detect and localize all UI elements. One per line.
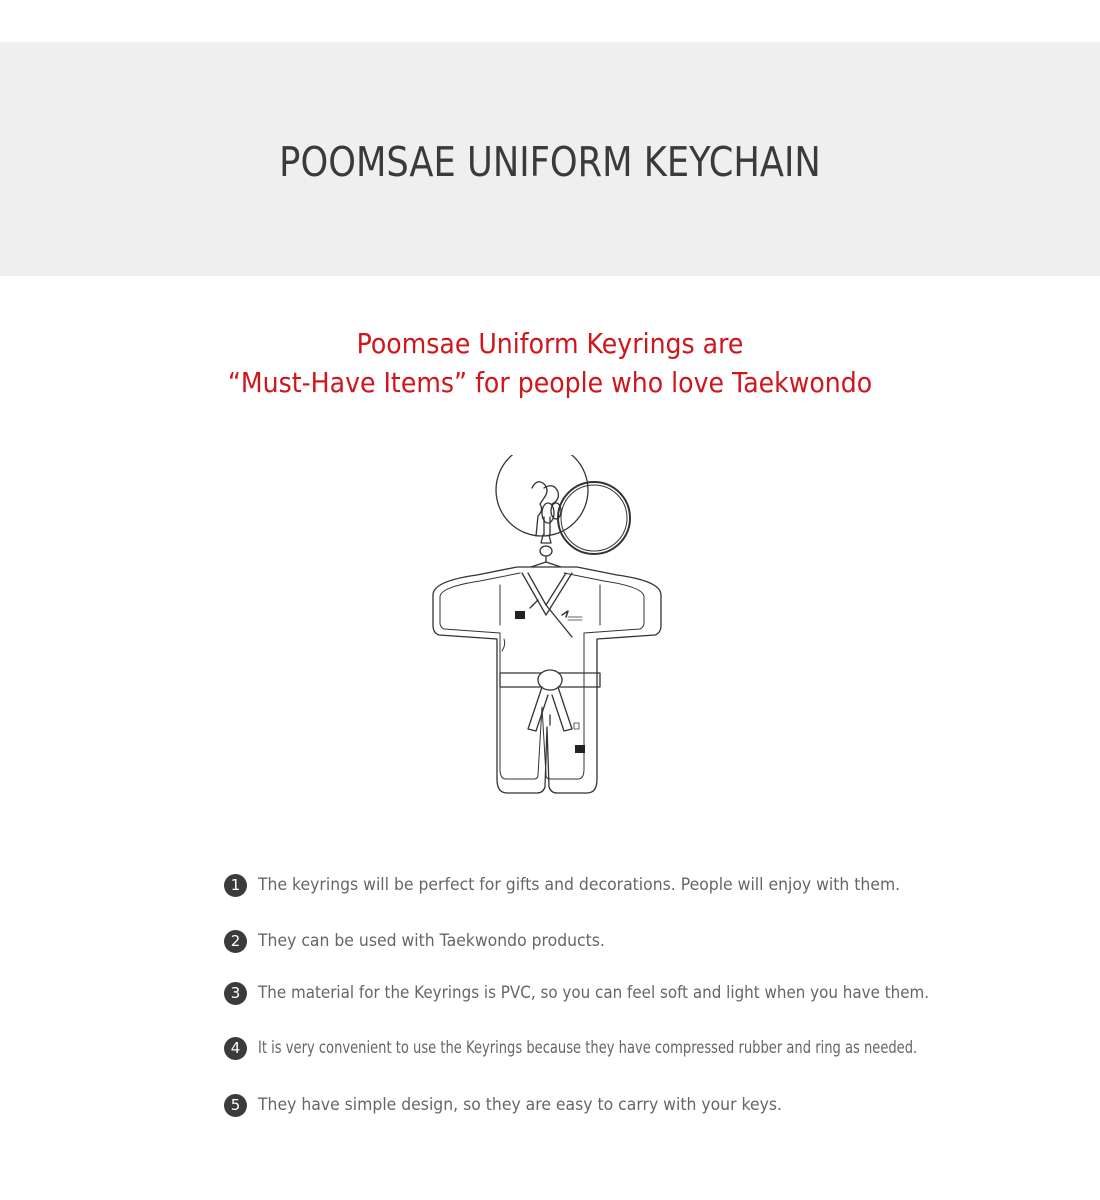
list-item (224, 926, 635, 956)
feature-text: It is very convenient to use the Keyrings because they have compressed rubber and ring as needed. (258, 1038, 918, 1058)
number-badge: 2 (224, 930, 247, 953)
page-title: POOMSAE UNIFORM KEYCHAIN (279, 138, 821, 186)
tagline-line-2: “Must-Have Items” for people who love Taekwondo (227, 366, 873, 399)
list-item (224, 1090, 828, 1120)
number-badge: 5 (224, 1094, 247, 1117)
feature-text: The keyrings will be perfect for gifts and decorations. People will enjoy with them. (258, 875, 901, 895)
suction-cup (496, 455, 588, 536)
list-item (224, 1033, 1100, 1063)
feature-text: The material for the Keyrings is PVC, so you can feel soft and light when you have them. (258, 983, 930, 1003)
number-badge: 4 (224, 1037, 247, 1060)
list-item (224, 978, 1012, 1008)
feature-text: They can be used with Taekwondo products. (258, 931, 605, 951)
tagline-line-1: Poomsae Uniform Keyrings are (356, 327, 744, 360)
feature-text: They have simple design, so they are easy to carry with your keys. (258, 1095, 782, 1115)
poomsae-uniform-keychain-icon (420, 455, 680, 835)
number-badge: 1 (224, 874, 247, 897)
number-badge: 3 (224, 982, 247, 1005)
list-item (224, 870, 956, 900)
top-spacer (0, 0, 1100, 42)
